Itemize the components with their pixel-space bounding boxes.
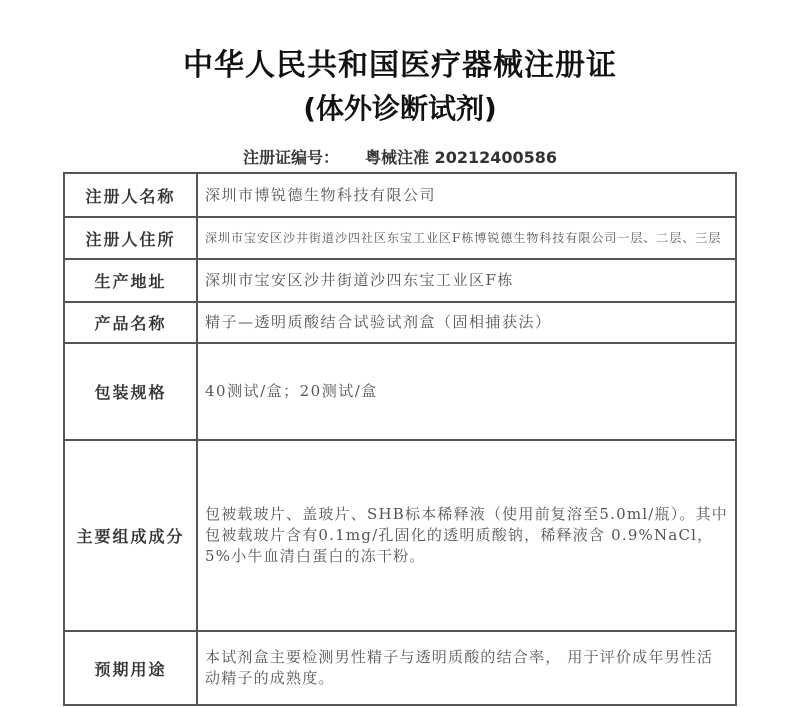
registration-number-value: 粤械注准 20212400586 (364, 148, 558, 167)
row-value: 40测试/盒；20测试/盒 (197, 343, 736, 440)
row-value: 包被载玻片、盖玻片、SHB标本稀释液（使用前复溶至5.0ml/瓶）。其中包被载玻片含有0.1mg/孔固化的透明质酸钠，稀释液含 0.9%NaCl，5%小牛血清白蛋白的冻干粉。 (197, 440, 736, 631)
certificate-title: 中华人民共和国医疗器械注册证 (183, 48, 617, 83)
certificate-table (63, 172, 737, 706)
row-label: 主要组成成分 (64, 440, 197, 631)
row-label: 生产地址 (64, 259, 197, 302)
row-value: 深圳市宝安区沙井街道沙四社区东宝工业区F栋博锐德生物科技有限公司一层、二层、三层 (197, 217, 736, 259)
table-row-intended-use (64, 631, 736, 705)
table-row-production-address (64, 259, 736, 302)
table-row-registrant-address (64, 217, 736, 259)
row-value: 深圳市博锐德生物科技有限公司 (197, 173, 736, 217)
table-row-main-components (64, 440, 736, 631)
row-label: 预期用途 (64, 631, 197, 705)
row-value: 深圳市宝安区沙井街道沙四东宝工业区F栋 (197, 259, 736, 302)
row-label: 注册人名称 (64, 173, 197, 217)
table-row-package-spec (64, 343, 736, 440)
table-row-registrant-name (64, 173, 736, 217)
registration-number-label: 注册证编号： (242, 148, 339, 167)
row-label: 注册人住所 (64, 217, 197, 259)
row-label: 产品名称 (64, 302, 197, 343)
certificate-subtitle: (体外诊断试剂) (303, 92, 497, 125)
row-value: 精子—透明质酸结合试验试剂盒（固相捕获法） (197, 302, 736, 343)
row-value: 本试剂盒主要检测男性精子与透明质酸的结合率， 用于评价成年男性活动精子的成熟度。 (197, 631, 736, 705)
registration-number (0, 145, 800, 168)
row-label: 包装规格 (64, 343, 197, 440)
table-row-product-name (64, 302, 736, 343)
